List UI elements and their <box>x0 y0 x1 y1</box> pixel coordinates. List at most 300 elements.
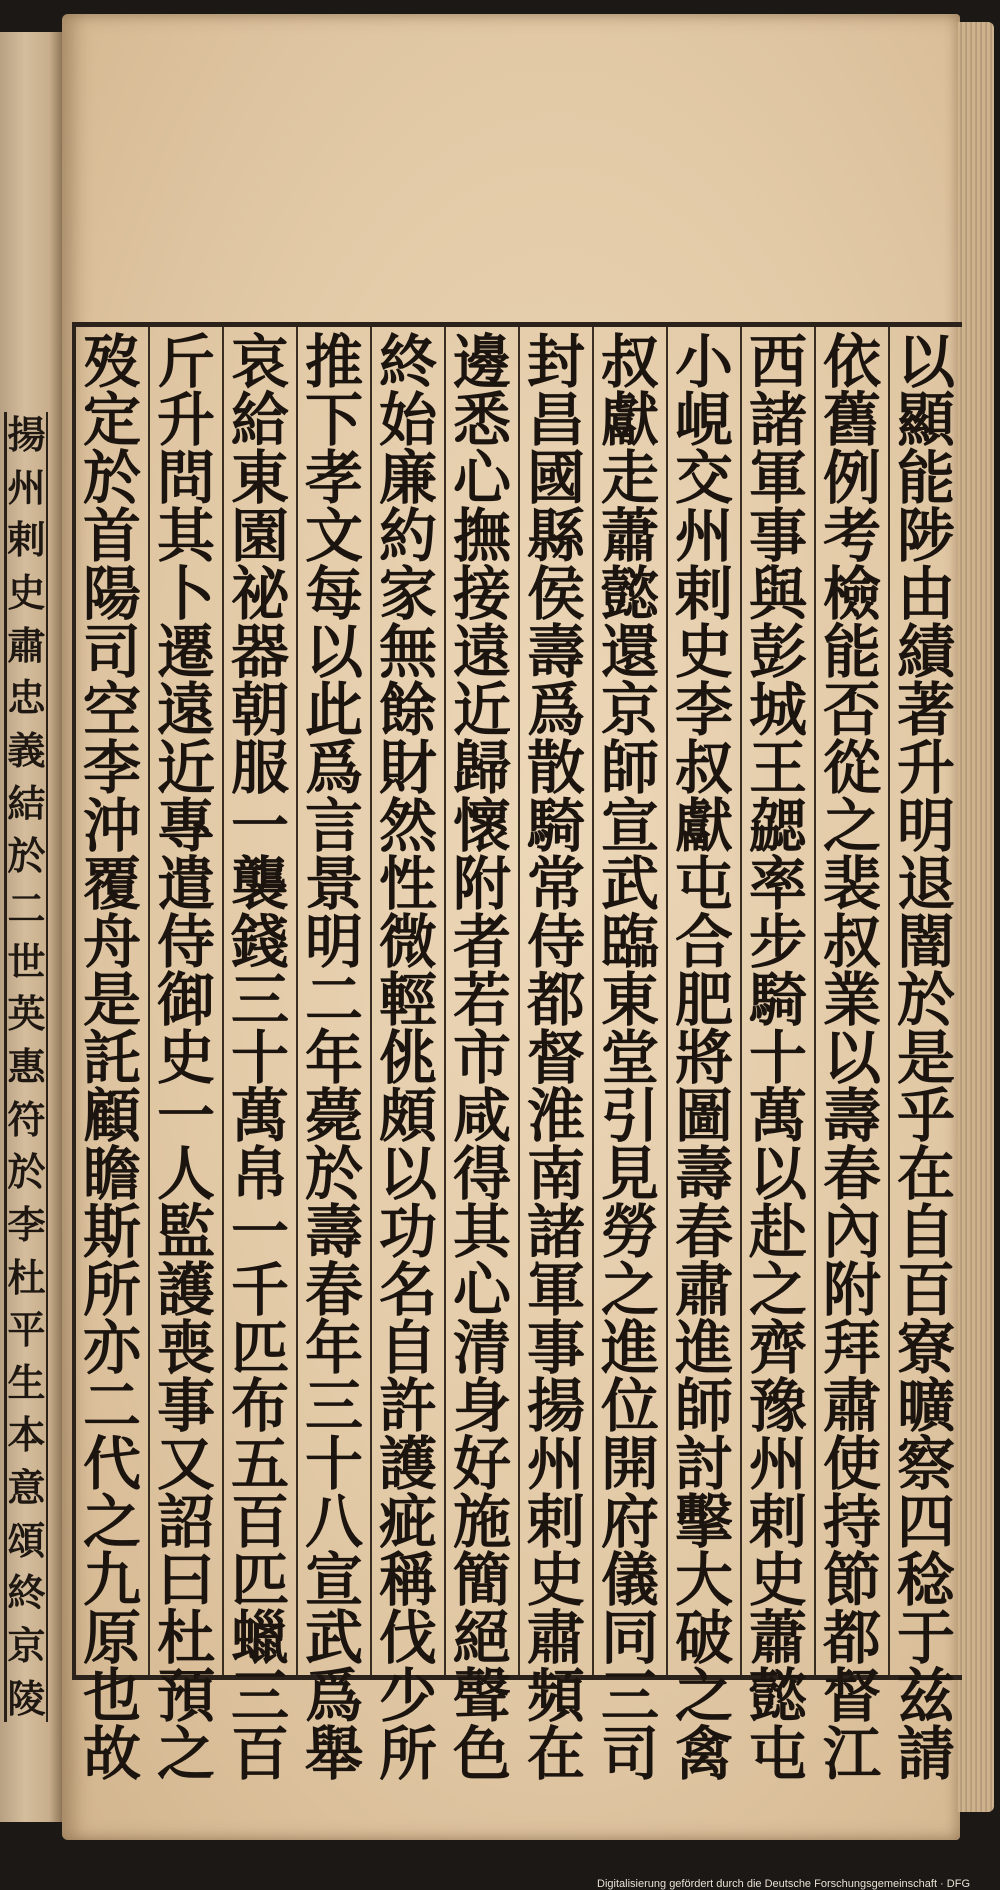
text-char: 進 <box>600 1314 659 1382</box>
text-char: 師 <box>674 1372 733 1440</box>
text-char: 常 <box>526 850 585 918</box>
text-char: 內 <box>822 1198 881 1266</box>
text-char: 附 <box>822 1256 881 1324</box>
text-char: 乎 <box>896 1082 955 1150</box>
text-char: 十 <box>230 1024 289 1092</box>
text-char: 以 <box>822 1024 881 1092</box>
text-char: 以 <box>748 1140 807 1208</box>
text-char: 名 <box>378 1256 437 1324</box>
text-char: 討 <box>674 1430 733 1498</box>
text-char: 一 <box>230 1198 289 1266</box>
text-char: 大 <box>674 1546 733 1614</box>
text-char: 江 <box>822 1720 881 1788</box>
text-char: 之 <box>600 1256 659 1324</box>
text-column-9 <box>296 327 370 1788</box>
text-char: 縣 <box>526 502 585 570</box>
text-char: 侍 <box>156 908 215 976</box>
text-char: 裴 <box>822 850 881 918</box>
text-char: 侯 <box>526 560 585 628</box>
text-char: 喪 <box>156 1314 215 1382</box>
text-char: 懷 <box>452 792 511 860</box>
text-char: 獻 <box>674 792 733 860</box>
text-char: 問 <box>156 444 215 512</box>
text-char: 剌 <box>526 1488 585 1556</box>
text-char: 春 <box>304 1256 363 1324</box>
prev-page-char: 揚 <box>7 412 46 457</box>
text-char: 業 <box>822 966 881 1034</box>
text-char: 咸 <box>452 1082 511 1150</box>
text-char: 悉 <box>452 386 511 454</box>
text-char: 武 <box>304 1604 363 1672</box>
text-char: 又 <box>156 1430 215 1498</box>
text-char: 升 <box>896 734 955 802</box>
text-char: 原 <box>82 1604 141 1672</box>
prev-page-char: 意 <box>7 1465 46 1511</box>
text-char: 依 <box>822 328 881 396</box>
text-char: 宣 <box>600 792 659 860</box>
text-char: 文 <box>304 502 363 570</box>
prev-page-char: 忠 <box>7 675 46 721</box>
previous-page-column <box>4 412 48 1722</box>
text-char: 國 <box>526 444 585 512</box>
text-char: 三 <box>230 1662 289 1730</box>
text-char: 明 <box>896 792 955 860</box>
text-char: 好 <box>452 1430 511 1498</box>
text-char: 交 <box>674 444 733 512</box>
text-char: 于 <box>896 1604 955 1672</box>
prev-page-char: 英 <box>7 991 46 1037</box>
prev-page-char: 杜 <box>7 1254 46 1300</box>
text-char: 顧 <box>82 1082 141 1150</box>
text-char: 首 <box>82 502 141 570</box>
text-char: 爲 <box>304 734 363 802</box>
text-char: 南 <box>526 1140 585 1208</box>
text-char: 自 <box>378 1314 437 1382</box>
text-char: 卜 <box>156 560 215 628</box>
text-char: 遠 <box>156 676 215 744</box>
text-char: 託 <box>82 1024 141 1092</box>
text-char: 豫 <box>748 1372 807 1440</box>
text-char: 四 <box>896 1488 955 1556</box>
text-char: 州 <box>674 502 733 570</box>
text-char: 叔 <box>600 328 659 396</box>
text-char: 終 <box>378 328 437 396</box>
text-char: 少 <box>378 1662 437 1730</box>
text-char: 萬 <box>230 1082 289 1150</box>
text-char: 持 <box>822 1488 881 1556</box>
text-char: 歸 <box>452 734 511 802</box>
text-column-10 <box>222 327 296 1788</box>
prev-page-char: 陵 <box>7 1675 46 1721</box>
text-char: 二 <box>82 1372 141 1440</box>
text-char: 封 <box>526 328 585 396</box>
text-char: 顯 <box>896 386 955 454</box>
text-char: 壽 <box>822 1082 881 1150</box>
text-char: 見 <box>600 1140 659 1208</box>
text-char: 武 <box>600 850 659 918</box>
text-char: 然 <box>378 792 437 860</box>
text-char: 疵 <box>378 1488 437 1556</box>
text-char: 性 <box>378 850 437 918</box>
text-char: 揚 <box>526 1372 585 1440</box>
prev-page-char: 於 <box>7 833 46 879</box>
text-char: 都 <box>822 1604 881 1672</box>
text-char: 還 <box>600 618 659 686</box>
text-char: 肅 <box>674 1256 733 1324</box>
text-char: 府 <box>600 1488 659 1556</box>
text-char: 瞻 <box>82 1140 141 1208</box>
text-char: 司 <box>82 618 141 686</box>
text-char: 與 <box>748 560 807 628</box>
text-char: 斯 <box>82 1198 141 1266</box>
text-char: 明 <box>304 908 363 976</box>
text-char: 給 <box>230 386 289 454</box>
text-char: 附 <box>452 850 511 918</box>
prev-page-char: 生 <box>7 1359 46 1405</box>
text-char: 爲 <box>526 676 585 744</box>
text-char: 五 <box>230 1430 289 1498</box>
text-char: 年 <box>304 1024 363 1092</box>
text-char: 遷 <box>156 618 215 686</box>
text-char: 將 <box>674 1024 733 1092</box>
text-char: 退 <box>896 850 955 918</box>
text-char: 騎 <box>526 792 585 860</box>
text-column-3 <box>740 327 814 1788</box>
text-char: 絕 <box>452 1604 511 1672</box>
text-char: 叔 <box>822 908 881 976</box>
text-char: 能 <box>896 444 955 512</box>
text-char: 城 <box>748 676 807 744</box>
digitization-credit: Digitalisierung gefördert durch die Deutsche Forschungsgemeinschaft · DFG <box>597 1878 970 1890</box>
text-char: 赴 <box>748 1198 807 1266</box>
text-char: 由 <box>896 560 955 628</box>
text-char: 察 <box>896 1430 955 1498</box>
text-char: 侍 <box>526 908 585 976</box>
text-char: 聲 <box>452 1662 511 1730</box>
text-char: 年 <box>304 1314 363 1382</box>
text-char: 代 <box>82 1430 141 1498</box>
text-char: 襲 <box>230 850 289 918</box>
text-char: 近 <box>452 676 511 744</box>
text-char: 諸 <box>748 386 807 454</box>
text-char: 身 <box>452 1372 511 1440</box>
text-char: 錢 <box>230 908 289 976</box>
text-char: 騎 <box>748 966 807 1034</box>
text-char: 破 <box>674 1604 733 1672</box>
prev-page-char: 符 <box>7 1096 46 1142</box>
prev-page-char: 結 <box>7 780 46 826</box>
text-char: 勞 <box>600 1198 659 1266</box>
text-char: 能 <box>822 618 881 686</box>
prev-page-char: 惠 <box>7 1043 46 1089</box>
text-char: 彭 <box>748 618 807 686</box>
text-char: 匹 <box>230 1546 289 1614</box>
text-char: 擊 <box>674 1488 733 1556</box>
text-char: 撫 <box>452 502 511 570</box>
prev-page-char: 義 <box>7 727 46 773</box>
text-char: 三 <box>304 1372 363 1440</box>
text-char: 歿 <box>82 328 141 396</box>
text-char: 萬 <box>748 1082 807 1150</box>
text-char: 二 <box>304 966 363 1034</box>
text-char: 空 <box>82 676 141 744</box>
prev-page-char: 頌 <box>7 1517 46 1563</box>
text-char: 禽 <box>674 1720 733 1788</box>
text-char: 許 <box>378 1372 437 1440</box>
text-char: 懿 <box>748 1662 807 1730</box>
text-char: 微 <box>378 908 437 976</box>
text-char: 詔 <box>156 1488 215 1556</box>
text-char: 宣 <box>304 1546 363 1614</box>
page-stack-edge <box>958 22 994 1812</box>
text-char: 升 <box>156 386 215 454</box>
text-char: 百 <box>896 1256 955 1324</box>
text-char: 在 <box>896 1140 955 1208</box>
text-char: 諸 <box>526 1198 585 1266</box>
text-char: 心 <box>452 1256 511 1324</box>
text-char: 每 <box>304 560 363 628</box>
text-char: 陽 <box>82 560 141 628</box>
text-column-11 <box>148 327 222 1788</box>
text-char: 專 <box>156 792 215 860</box>
text-char: 八 <box>304 1488 363 1556</box>
prev-page-char: 世 <box>7 938 46 984</box>
text-char: 沖 <box>82 792 141 860</box>
text-char: 亦 <box>82 1314 141 1382</box>
text-char: 帛 <box>230 1140 289 1208</box>
text-char: 其 <box>452 1198 511 1266</box>
text-char: 始 <box>378 386 437 454</box>
text-char: 請 <box>896 1720 955 1788</box>
text-char: 節 <box>822 1546 881 1614</box>
prev-page-char: 州 <box>7 464 46 510</box>
text-char: 色 <box>452 1720 511 1788</box>
text-char: 祕 <box>230 560 289 628</box>
text-column-8 <box>370 327 444 1788</box>
text-char: 布 <box>230 1372 289 1440</box>
prev-page-char: 二 <box>7 885 46 931</box>
text-char: 肥 <box>674 966 733 1034</box>
text-char: 昌 <box>526 386 585 454</box>
prev-page-char: 剌 <box>7 517 46 563</box>
text-char: 之 <box>82 1488 141 1556</box>
text-char: 覆 <box>82 850 141 918</box>
text-char: 事 <box>156 1372 215 1440</box>
text-char: 伐 <box>378 1604 437 1672</box>
text-char: 散 <box>526 734 585 802</box>
text-char: 舉 <box>304 1720 363 1788</box>
text-column-1 <box>888 327 962 1788</box>
text-char: 使 <box>822 1430 881 1498</box>
text-char: 著 <box>896 676 955 744</box>
text-char: 所 <box>82 1256 141 1324</box>
text-char: 檢 <box>822 560 881 628</box>
text-char: 朝 <box>230 676 289 744</box>
text-char: 壽 <box>674 1140 733 1208</box>
text-char: 稔 <box>896 1546 955 1614</box>
text-char: 剌 <box>748 1488 807 1556</box>
text-char: 三 <box>230 966 289 1034</box>
text-char: 言 <box>304 792 363 860</box>
text-char: 西 <box>748 328 807 396</box>
text-char: 位 <box>600 1372 659 1440</box>
text-char: 推 <box>304 328 363 396</box>
text-char: 事 <box>526 1314 585 1382</box>
text-char: 蕭 <box>748 1604 807 1672</box>
text-char: 軍 <box>748 444 807 512</box>
prev-page-char: 於 <box>7 1149 46 1195</box>
text-char: 廉 <box>378 444 437 512</box>
text-char: 春 <box>822 1140 881 1208</box>
text-char: 寮 <box>896 1314 955 1382</box>
text-char: 峴 <box>674 386 733 454</box>
text-char: 闇 <box>896 908 955 976</box>
text-char: 引 <box>600 1082 659 1150</box>
text-char: 壽 <box>526 618 585 686</box>
text-char: 都 <box>526 966 585 1034</box>
text-char: 遠 <box>452 618 511 686</box>
text-char: 杜 <box>156 1604 215 1672</box>
text-char: 其 <box>156 502 215 570</box>
text-char: 三 <box>600 1662 659 1730</box>
text-char: 約 <box>378 502 437 570</box>
text-char: 心 <box>452 444 511 512</box>
text-column-4 <box>666 327 740 1788</box>
text-char: 州 <box>748 1430 807 1498</box>
text-char: 堂 <box>600 1024 659 1092</box>
text-char: 王 <box>748 734 807 802</box>
text-char: 於 <box>896 966 955 1034</box>
text-char: 開 <box>600 1430 659 1498</box>
text-char: 九 <box>82 1546 141 1614</box>
text-char: 施 <box>452 1488 511 1556</box>
text-char: 東 <box>230 444 289 512</box>
text-char: 一 <box>156 1082 215 1150</box>
text-char: 市 <box>452 1024 511 1092</box>
text-char: 圖 <box>674 1082 733 1150</box>
text-char: 軍 <box>526 1256 585 1324</box>
text-char: 獻 <box>600 386 659 454</box>
text-char: 淮 <box>526 1082 585 1150</box>
prev-page-char: 史 <box>7 569 46 615</box>
previous-page-edge <box>0 32 64 1822</box>
text-char: 清 <box>452 1314 511 1382</box>
text-char: 頗 <box>378 1082 437 1150</box>
text-char: 景 <box>304 850 363 918</box>
text-char: 餘 <box>378 676 437 744</box>
text-char: 是 <box>82 966 141 1034</box>
text-char: 史 <box>526 1546 585 1614</box>
text-char: 稱 <box>378 1546 437 1614</box>
text-char: 匹 <box>230 1314 289 1382</box>
text-columns <box>76 327 962 1788</box>
text-char: 邊 <box>452 328 511 396</box>
text-char: 下 <box>304 386 363 454</box>
text-char: 勰 <box>748 792 807 860</box>
text-char: 春 <box>674 1198 733 1266</box>
text-char: 十 <box>304 1430 363 1498</box>
text-char: 肅 <box>526 1604 585 1672</box>
text-char: 定 <box>82 386 141 454</box>
text-char: 以 <box>896 328 955 396</box>
text-char: 師 <box>600 734 659 802</box>
text-char: 於 <box>304 1140 363 1208</box>
text-char: 進 <box>674 1314 733 1382</box>
text-char: 績 <box>896 618 955 686</box>
text-column-2 <box>814 327 888 1788</box>
text-char: 合 <box>674 908 733 976</box>
text-char: 之 <box>674 1662 733 1730</box>
text-char: 簡 <box>452 1546 511 1614</box>
text-char: 若 <box>452 966 511 1034</box>
prev-page-char: 肅 <box>7 622 46 668</box>
text-char: 陟 <box>896 502 955 570</box>
text-char: 御 <box>156 966 215 1034</box>
text-column-7 <box>444 327 518 1788</box>
prev-page-char: 終 <box>7 1570 46 1616</box>
text-char: 州 <box>526 1430 585 1498</box>
text-char: 頻 <box>526 1662 585 1730</box>
text-char: 步 <box>748 908 807 976</box>
text-char: 自 <box>896 1198 955 1266</box>
text-char: 拜 <box>822 1314 881 1382</box>
text-char: 於 <box>82 444 141 512</box>
text-char: 以 <box>378 1140 437 1208</box>
text-char: 之 <box>156 1720 215 1788</box>
text-char: 一 <box>230 792 289 860</box>
text-char: 斤 <box>156 328 215 396</box>
text-char: 督 <box>822 1662 881 1730</box>
text-char: 率 <box>748 850 807 918</box>
text-char: 東 <box>600 966 659 1034</box>
text-char: 孝 <box>304 444 363 512</box>
text-char: 家 <box>378 560 437 628</box>
text-char: 走 <box>600 444 659 512</box>
text-char: 屯 <box>748 1720 807 1788</box>
text-char: 哀 <box>230 328 289 396</box>
text-char: 督 <box>526 1024 585 1092</box>
text-char: 臨 <box>600 908 659 976</box>
text-char: 齊 <box>748 1314 807 1382</box>
text-frame <box>72 322 962 1788</box>
text-char: 預 <box>156 1662 215 1730</box>
text-char: 器 <box>230 618 289 686</box>
text-char: 爲 <box>304 1662 363 1730</box>
text-char: 否 <box>822 676 881 744</box>
text-char: 肅 <box>822 1372 881 1440</box>
text-char: 曰 <box>156 1546 215 1614</box>
text-char: 之 <box>822 792 881 860</box>
text-char: 輕 <box>378 966 437 1034</box>
text-char: 監 <box>156 1198 215 1266</box>
text-char: 此 <box>304 676 363 744</box>
text-char: 兹 <box>896 1662 955 1730</box>
text-char: 小 <box>674 328 733 396</box>
text-char: 以 <box>304 618 363 686</box>
text-char: 所 <box>378 1720 437 1788</box>
text-char: 從 <box>822 734 881 802</box>
text-char: 例 <box>822 444 881 512</box>
text-char: 財 <box>378 734 437 802</box>
text-char: 司 <box>600 1720 659 1788</box>
text-char: 功 <box>378 1198 437 1266</box>
text-char: 得 <box>452 1140 511 1208</box>
text-char: 史 <box>748 1546 807 1614</box>
text-char: 舟 <box>82 908 141 976</box>
text-char: 曠 <box>896 1372 955 1440</box>
text-column-12 <box>76 327 148 1788</box>
text-char: 護 <box>378 1430 437 1498</box>
